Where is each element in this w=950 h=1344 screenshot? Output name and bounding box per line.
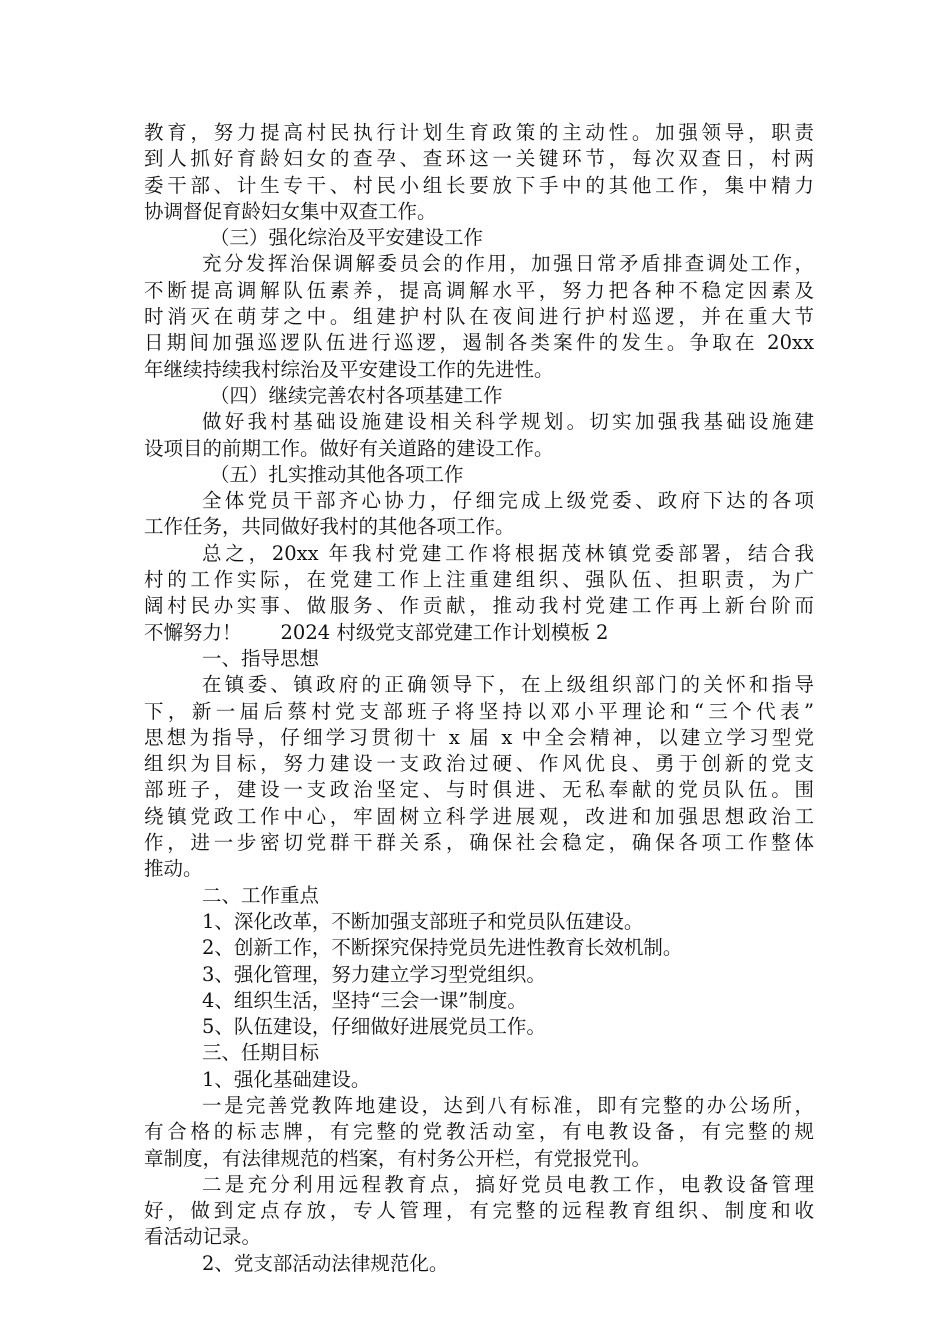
text-line: 绕镇党政工作中心，牢固树立科学进展观，改进和加强思想政治工	[144, 804, 814, 828]
text-line: 不断提高调解队伍素养，提高调解水平，努力把各种不稳定因素及	[144, 278, 814, 302]
text-line: 年继续持续我村综治及平安建设工作的先进性。	[144, 357, 554, 381]
text-line: （四）继续完善农村各项基建工作	[210, 383, 503, 407]
text-line: 二是充分利用远程教育点，搞好党员电教工作，电教设备管理	[202, 1172, 814, 1196]
text-line: 作，进一步密切党群干群关系，确保社会稳定，确保各项工作整体	[144, 831, 814, 855]
text-line: 一、指导思想	[202, 646, 320, 670]
text-line: 一是完善党教阵地建设，达到八有标准，即有完整的办公场所，	[202, 1093, 814, 1117]
text-line: 三、任期目标	[202, 1041, 320, 1065]
text-line: 好，做到定点存放，专人管理，有完整的远程教育组织、制度和收	[144, 1199, 814, 1223]
text-line: 二、工作重点	[202, 883, 320, 907]
text-line: 总之，20xx 年我村党建工作将根据茂林镇党委部署，结合我	[202, 541, 814, 565]
text-line: 思想为指导，仔细学习贯彻十 x 届 x 中全会精神，以建立学习型党	[144, 725, 814, 749]
text-line: 推动。	[144, 857, 203, 881]
text-line: 不懈努力！ 2024 村级党支部党建工作计划模板 2	[144, 620, 609, 644]
text-line: 5、队伍建设，仔细做好进展党员工作。	[202, 1015, 546, 1039]
text-line: 设项目的前期工作。做好有关道路的建设工作。	[144, 436, 554, 460]
text-line: 看活动记录。	[144, 1225, 262, 1249]
text-line: 在镇委、镇政府的正确领导下，在上级组织部门的关怀和指导	[202, 673, 814, 697]
text-line: 2、党支部活动法律规范化。	[202, 1251, 449, 1275]
text-line: 日期间加强巡逻队伍进行巡逻，遏制各类案件的发生。争取在 20xx	[144, 331, 814, 355]
text-line: 时消灭在萌芽之中。组建护村队在夜间进行护村巡逻，并在重大节	[144, 305, 814, 329]
text-line: 协调督促育龄妇女集中双查工作。	[144, 199, 437, 223]
text-line: 村的工作实际，在党建工作上注重建组织、强队伍、担职责，为广	[144, 568, 814, 592]
text-line: 有合格的标志牌，有完整的党教活动室，有电教设备，有完整的规	[144, 1120, 814, 1144]
text-line: 工作任务，共同做好我村的其他各项工作。	[144, 515, 515, 539]
text-line: 1、深化改革，不断加强支部班子和党员队伍建设。	[202, 909, 644, 933]
document-page	[144, 120, 814, 1277]
text-line: 3、强化管理，努力建立学习型党组织。	[202, 962, 546, 986]
text-line: 教育，努力提高村民执行计划生育政策的主动性。加强领导，职责	[144, 121, 814, 144]
text-line: 做好我村基础设施建设相关科学规划。切实加强我基础设施建	[202, 410, 814, 434]
text-line: 部班子，建设一支政治坚定、与时俱进、无私奉献的党员队伍。围	[144, 778, 814, 802]
text-line: 4、组织生活，坚持“三会一课”制度。	[202, 988, 527, 1012]
text-line: 2、创新工作，不断探究保持党员先进性教育长效机制。	[202, 936, 683, 960]
text-line: 下，新一届后蔡村党支部班子将坚持以邓小平理论和“三个代表”	[144, 699, 814, 723]
text-line: 章制度，有法律规范的档案，有村务公开栏，有党报党刊。	[144, 1146, 652, 1170]
text-line: 1、强化基础建设。	[202, 1067, 371, 1091]
text-line: 到人抓好育龄妇女的查孕、查环这一关键环节，每次双查日，村两	[144, 147, 814, 171]
text-line: 组织为目标，努力建设一支政治过硬、作风优良、勇于创新的党支	[144, 752, 814, 776]
text-line: 充分发挥治保调解委员会的作用，加强日常矛盾排查调处工作，	[202, 252, 814, 276]
text-line: 阔村民办实事、做服务、作贡献，推动我村党建工作再上新台阶而	[144, 594, 814, 618]
text-line: （五）扎实推动其他各项工作	[210, 462, 464, 486]
text-line: （三）强化综治及平安建设工作	[210, 226, 484, 250]
text-line: 全体党员干部齐心协力，仔细完成上级党委、政府下达的各项	[202, 489, 814, 513]
text-line: 委干部、计生专干、村民小组长要放下手中的其他工作，集中精力	[144, 173, 814, 197]
